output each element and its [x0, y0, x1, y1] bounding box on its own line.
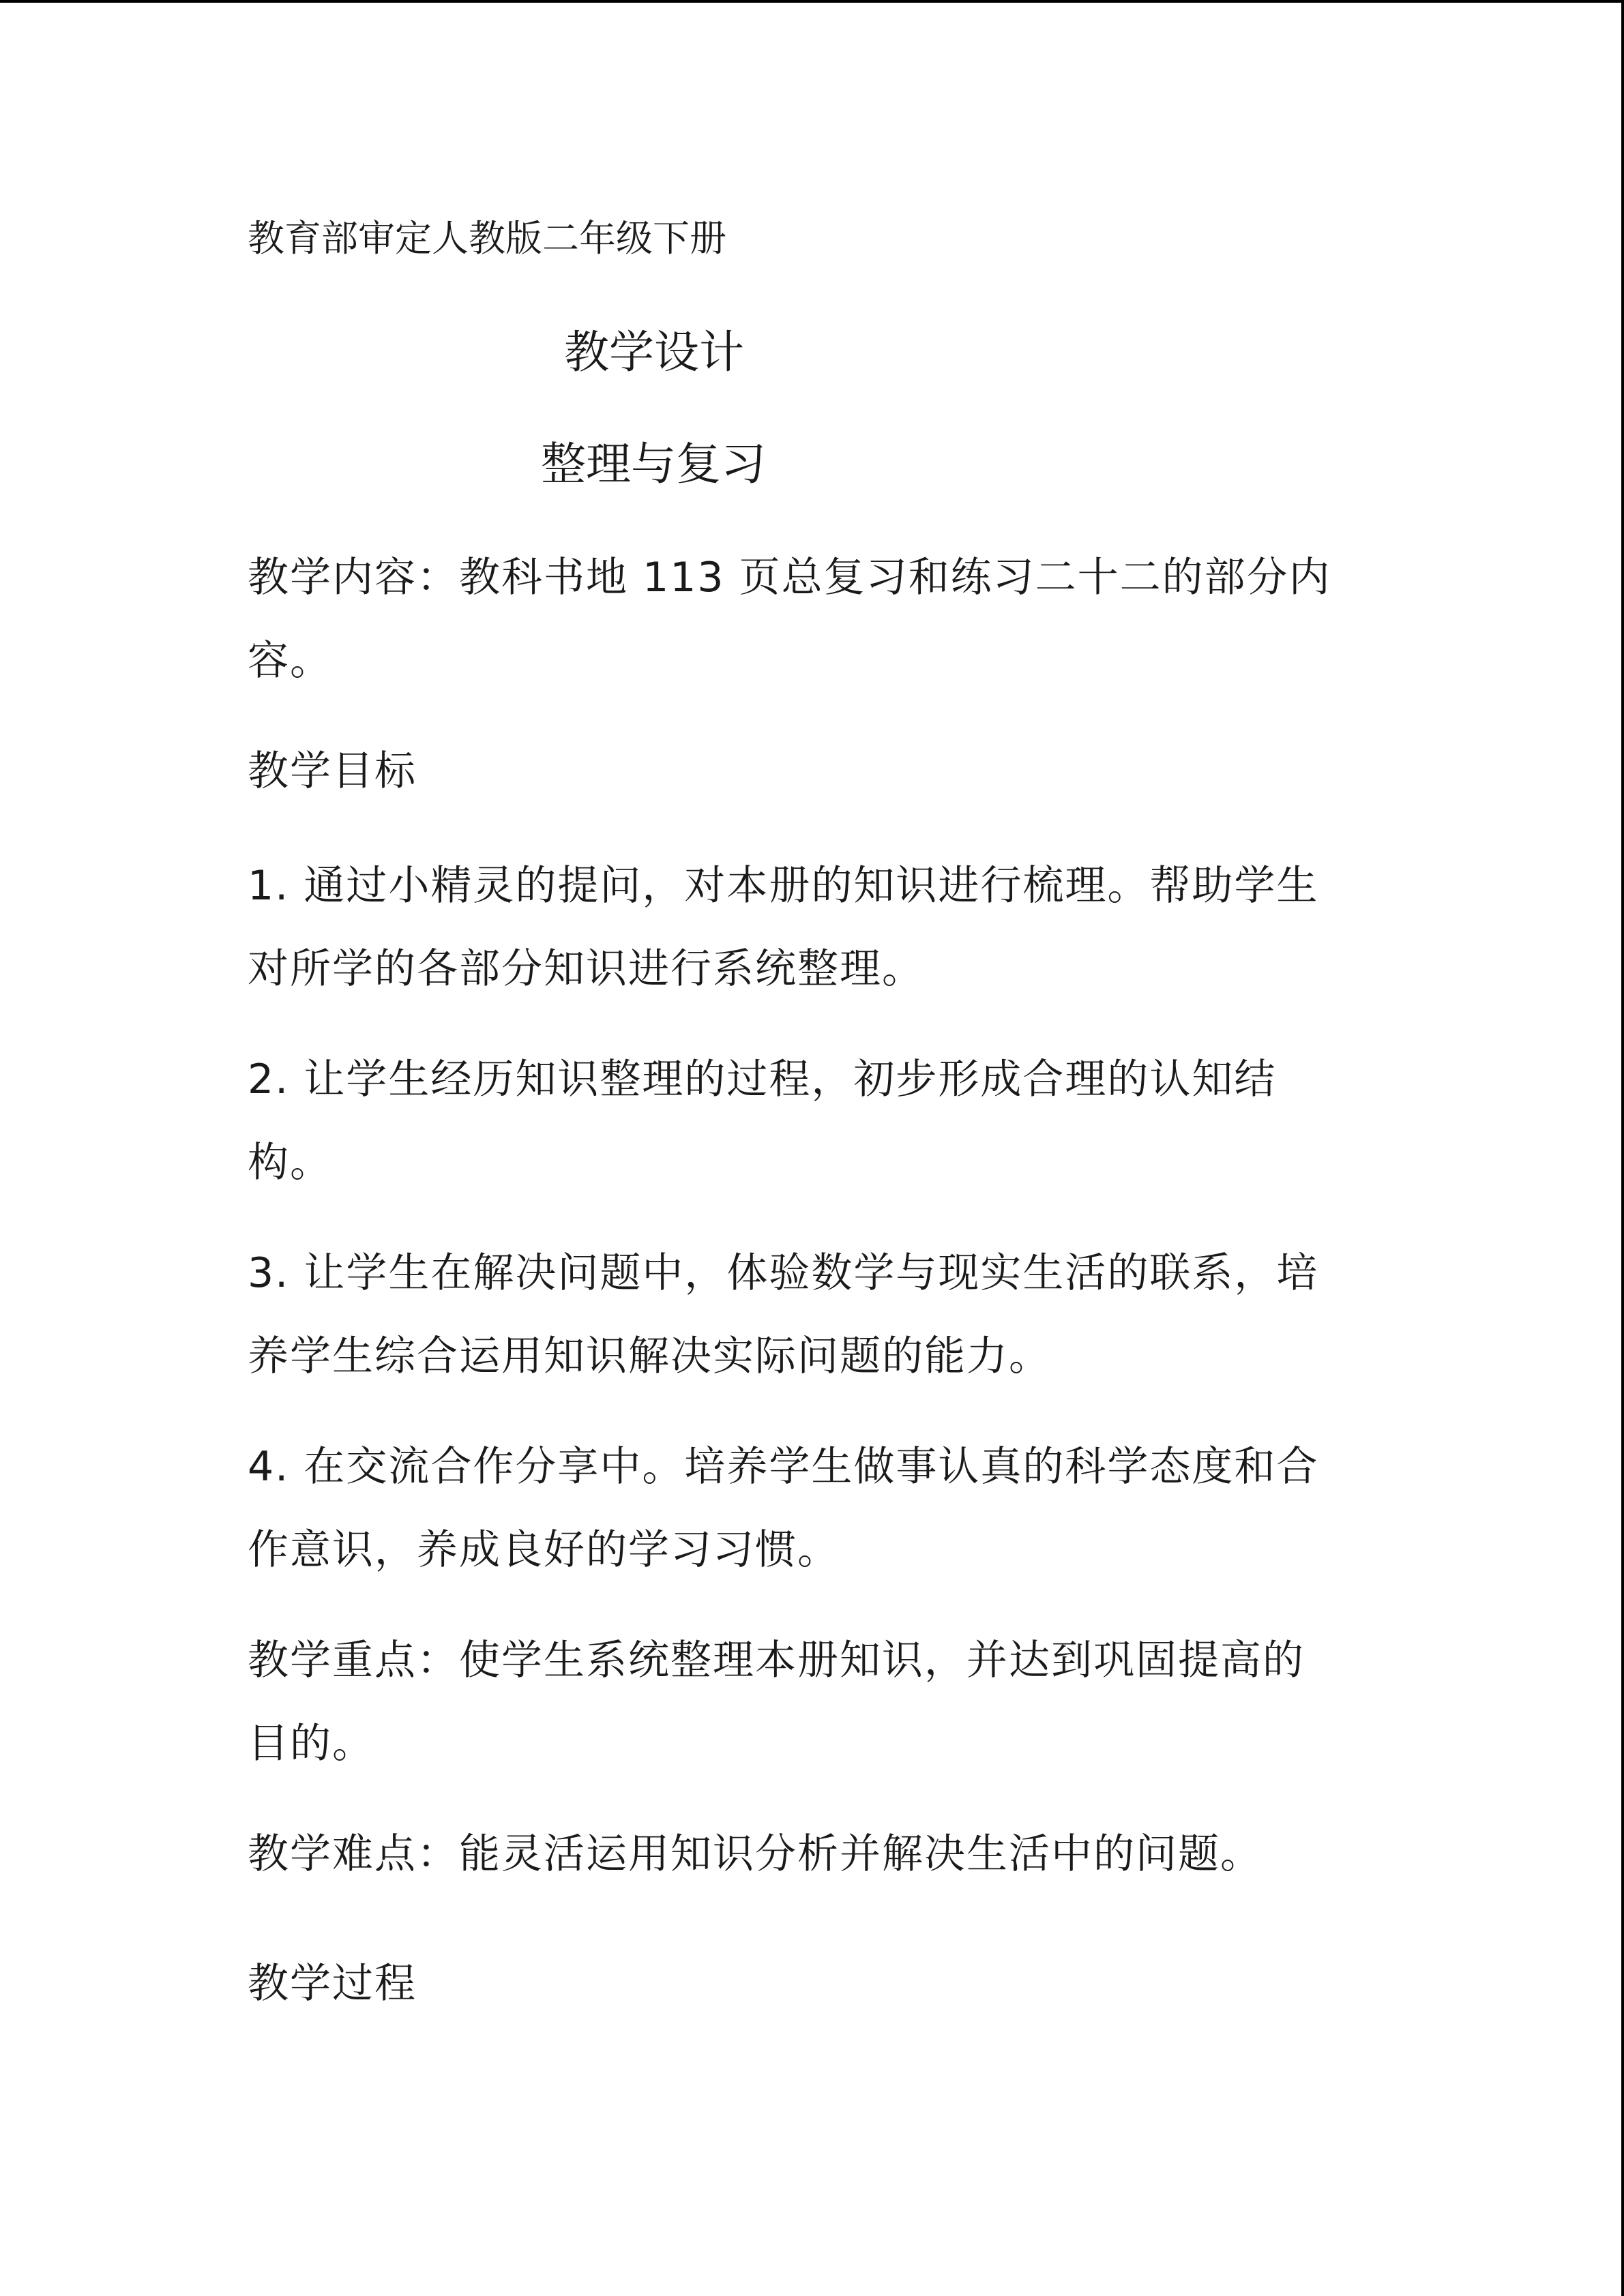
teaching-difficulty: 教学难点：能灵活运用知识分析并解决生活中的问题。: [248, 1830, 1263, 1878]
document-title: 教学设计: [564, 326, 744, 378]
objective-item-1: 1. 通过小精灵的提问，对本册的知识进行梳理。帮助学生对所学的各部分知识进行系统整理。: [248, 862, 1319, 993]
document-subtitle: 整理与复习: [541, 438, 766, 490]
textbook-header: 教育部审定人教版二年级下册: [248, 217, 726, 260]
process-heading: 教学过程: [248, 1960, 417, 2008]
objectives-heading: 教学目标: [248, 747, 417, 795]
objective-item-2: 2. 让学生经历知识整理的过程，初步形成合理的认知结构。: [248, 1056, 1277, 1187]
objective-item-3: 3. 让学生在解决问题中，体验数学与现实生活的联系，培养学生综合运用知识解决实际问题的能力。: [248, 1249, 1319, 1380]
page-border-top: [0, 0, 1624, 3]
teaching-key-point: 教学重点：使学生系统整理本册知识，并达到巩固提高的目的。: [248, 1637, 1305, 1768]
page-border-right: [1621, 0, 1624, 2296]
teaching-content: 教学内容：教科书地 113 页总复习和练习二十二的部分内容。: [248, 554, 1331, 685]
objective-item-4: 4. 在交流合作分享中。培养学生做事认真的科学态度和合作意识，养成良好的学习习惯。: [248, 1443, 1319, 1574]
